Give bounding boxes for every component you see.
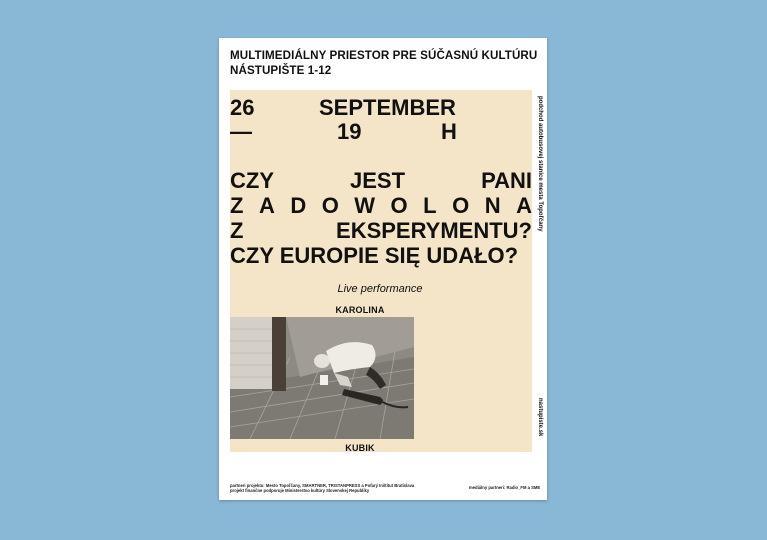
header-platform: NÁSTUPIŠTE 1-12 (230, 64, 332, 77)
header-venue: MULTIMEDIÁLNY PRIESTOR PRE SÚČASNÚ KULTÚRU (230, 49, 538, 62)
event-type: Live performance (337, 283, 423, 295)
date-day: 26 (230, 95, 255, 120)
headline-line-3: Z EKSPERYMENTU? (230, 218, 532, 243)
artist-last-name: KUBIK (345, 443, 375, 453)
headline-line-4: CZY EUROPIE SIĘ UDAŁO? (230, 243, 519, 268)
performance-photo-image (230, 317, 414, 439)
time-unit: H (441, 119, 457, 144)
footer-media-partners: mediálny partneri: Radio_FM a SME (469, 485, 541, 490)
date-dash: — (230, 119, 252, 144)
headline (230, 168, 532, 268)
time-hour: 19 (337, 119, 362, 144)
artist-first-name: KAROLINA (335, 305, 385, 315)
time-row (230, 120, 532, 144)
date-row (230, 96, 532, 120)
side-text-location: podchod autobusovej stanice mesta Topoľčany (537, 96, 543, 232)
poster-panel (230, 90, 532, 452)
headline-line-2: Z A D O W O L O N A (230, 193, 532, 218)
footer-partners: partneri projektu: Mesto Topoľčany, SMARTNER, TRISTANPRESS a Pofarý Inštitut Bratislava projekt finančne podporuje Ministerstvo kultúry Slovenskej Republiky (230, 483, 415, 493)
poster-header (230, 48, 540, 78)
date-month: SEPTEMBER (319, 95, 456, 120)
performance-photo (230, 317, 414, 439)
headline-line-1: CZY JEST PANI (230, 168, 532, 193)
poster (219, 38, 547, 500)
side-text-website: nastupiste.sk (537, 398, 543, 437)
